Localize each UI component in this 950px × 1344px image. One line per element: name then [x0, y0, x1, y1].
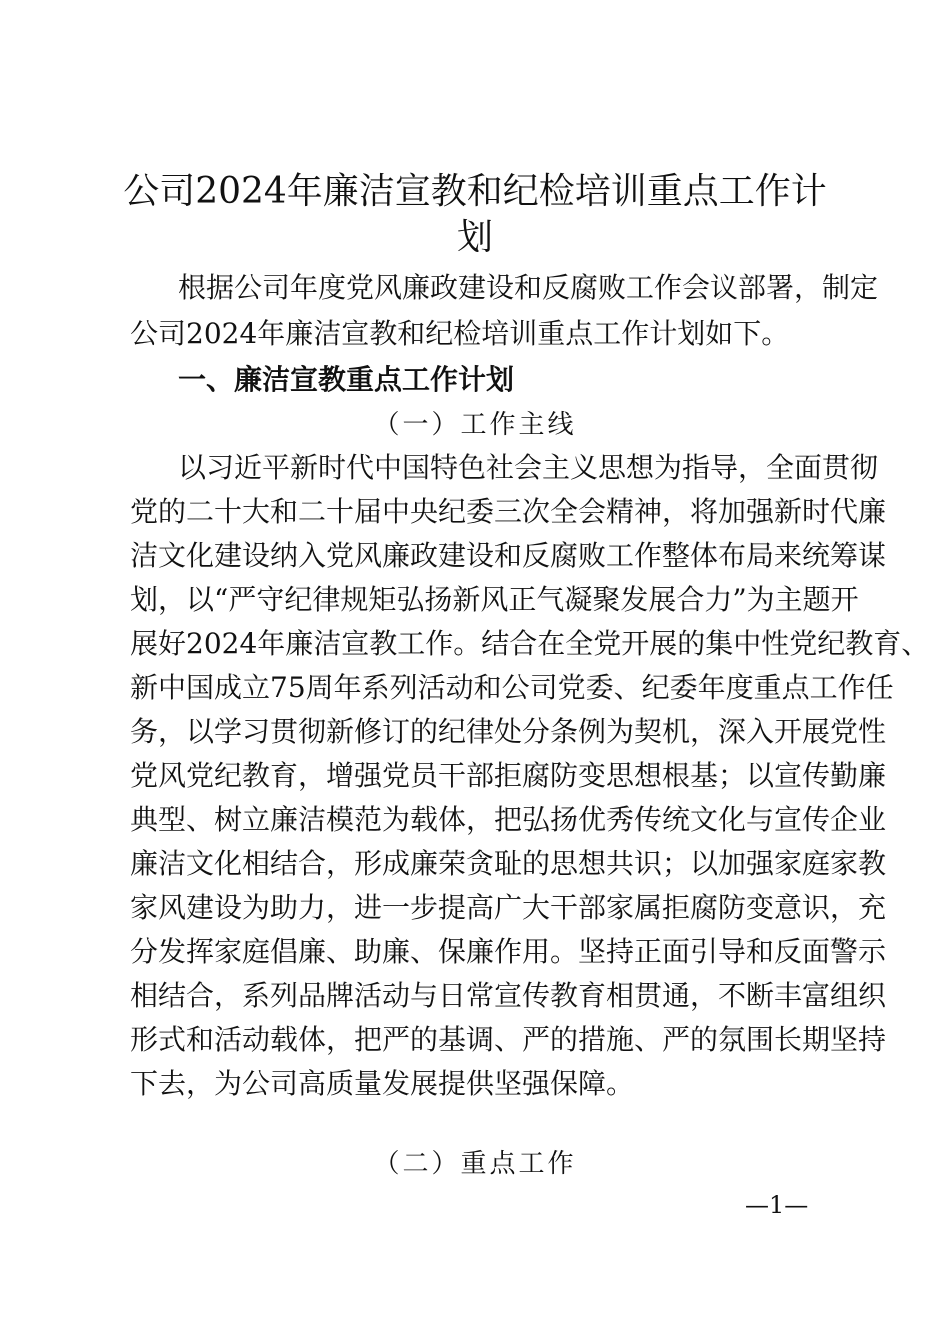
text-line: 形式和活动载体，把严的基调、严的措施、严的氛围长期坚持 [130, 1023, 887, 1056]
text-line: 典型、树立廉洁模范为载体，把弘扬优秀传统文化与宣传企业 [130, 803, 887, 836]
subsection-heading: （一）工作主线 [373, 410, 577, 440]
subsection-heading: （二）重点工作 [373, 1149, 577, 1179]
text-line: 务，以学习贯彻新修订的纪律处分条例为契机，深入开展党性 [130, 715, 887, 748]
text-line: 相结合，系列品牌活动与日常宣传教育相贯通，不断丰富组织 [130, 979, 887, 1012]
text-line: 公司2024年廉洁宣教和纪检培训重点工作计划如下。 [130, 317, 790, 350]
text-line: 分发挥家庭倡廉、助廉、保廉作用。坚持正面引导和反面警示 [130, 935, 887, 968]
text-line: 洁文化建设纳入党风廉政建设和反腐败工作整体布局来统筹谋 [130, 539, 887, 572]
text-line: 党的二十大和二十届中央纪委三次全会精神，将加强新时代廉 [130, 495, 887, 528]
text-line: 以习近平新时代中国特色社会主义思想为指导，全面贯彻 [178, 451, 879, 484]
text-line: 根据公司年度党风廉政建设和反腐败工作会议部署，制定 [178, 271, 879, 304]
text-line: 廉洁文化相结合，形成廉荣贪耻的思想共识；以加强家庭家教 [130, 847, 887, 880]
title-line-1: 公司2024年廉洁宣教和纪检培训重点工作计 [123, 171, 827, 212]
text-line: 家风建设为助力，进一步提高广大干部家属拒腐防变意识，充 [130, 891, 887, 924]
text-line: 展好2024年廉洁宣教工作。结合在全党开展的集中性党纪教育、 [130, 627, 930, 660]
section-heading: 一、廉洁宣教重点工作计划 [178, 363, 515, 396]
text-line: 新中国成立75周年系列活动和公司党委、纪委年度重点工作任 [130, 671, 894, 704]
text-line: 划，以“严守纪律规矩弘扬新风正气凝聚发展合力”为主题开 [130, 583, 859, 616]
title-line-2: 划 [456, 217, 493, 258]
page-number: —1— [745, 1191, 809, 1219]
text-line: 下去，为公司高质量发展提供坚强保障。 [130, 1067, 635, 1100]
text-line: 党风党纪教育，增强党员干部拒腐防变思想根基；以宣传勤廉 [130, 759, 887, 792]
